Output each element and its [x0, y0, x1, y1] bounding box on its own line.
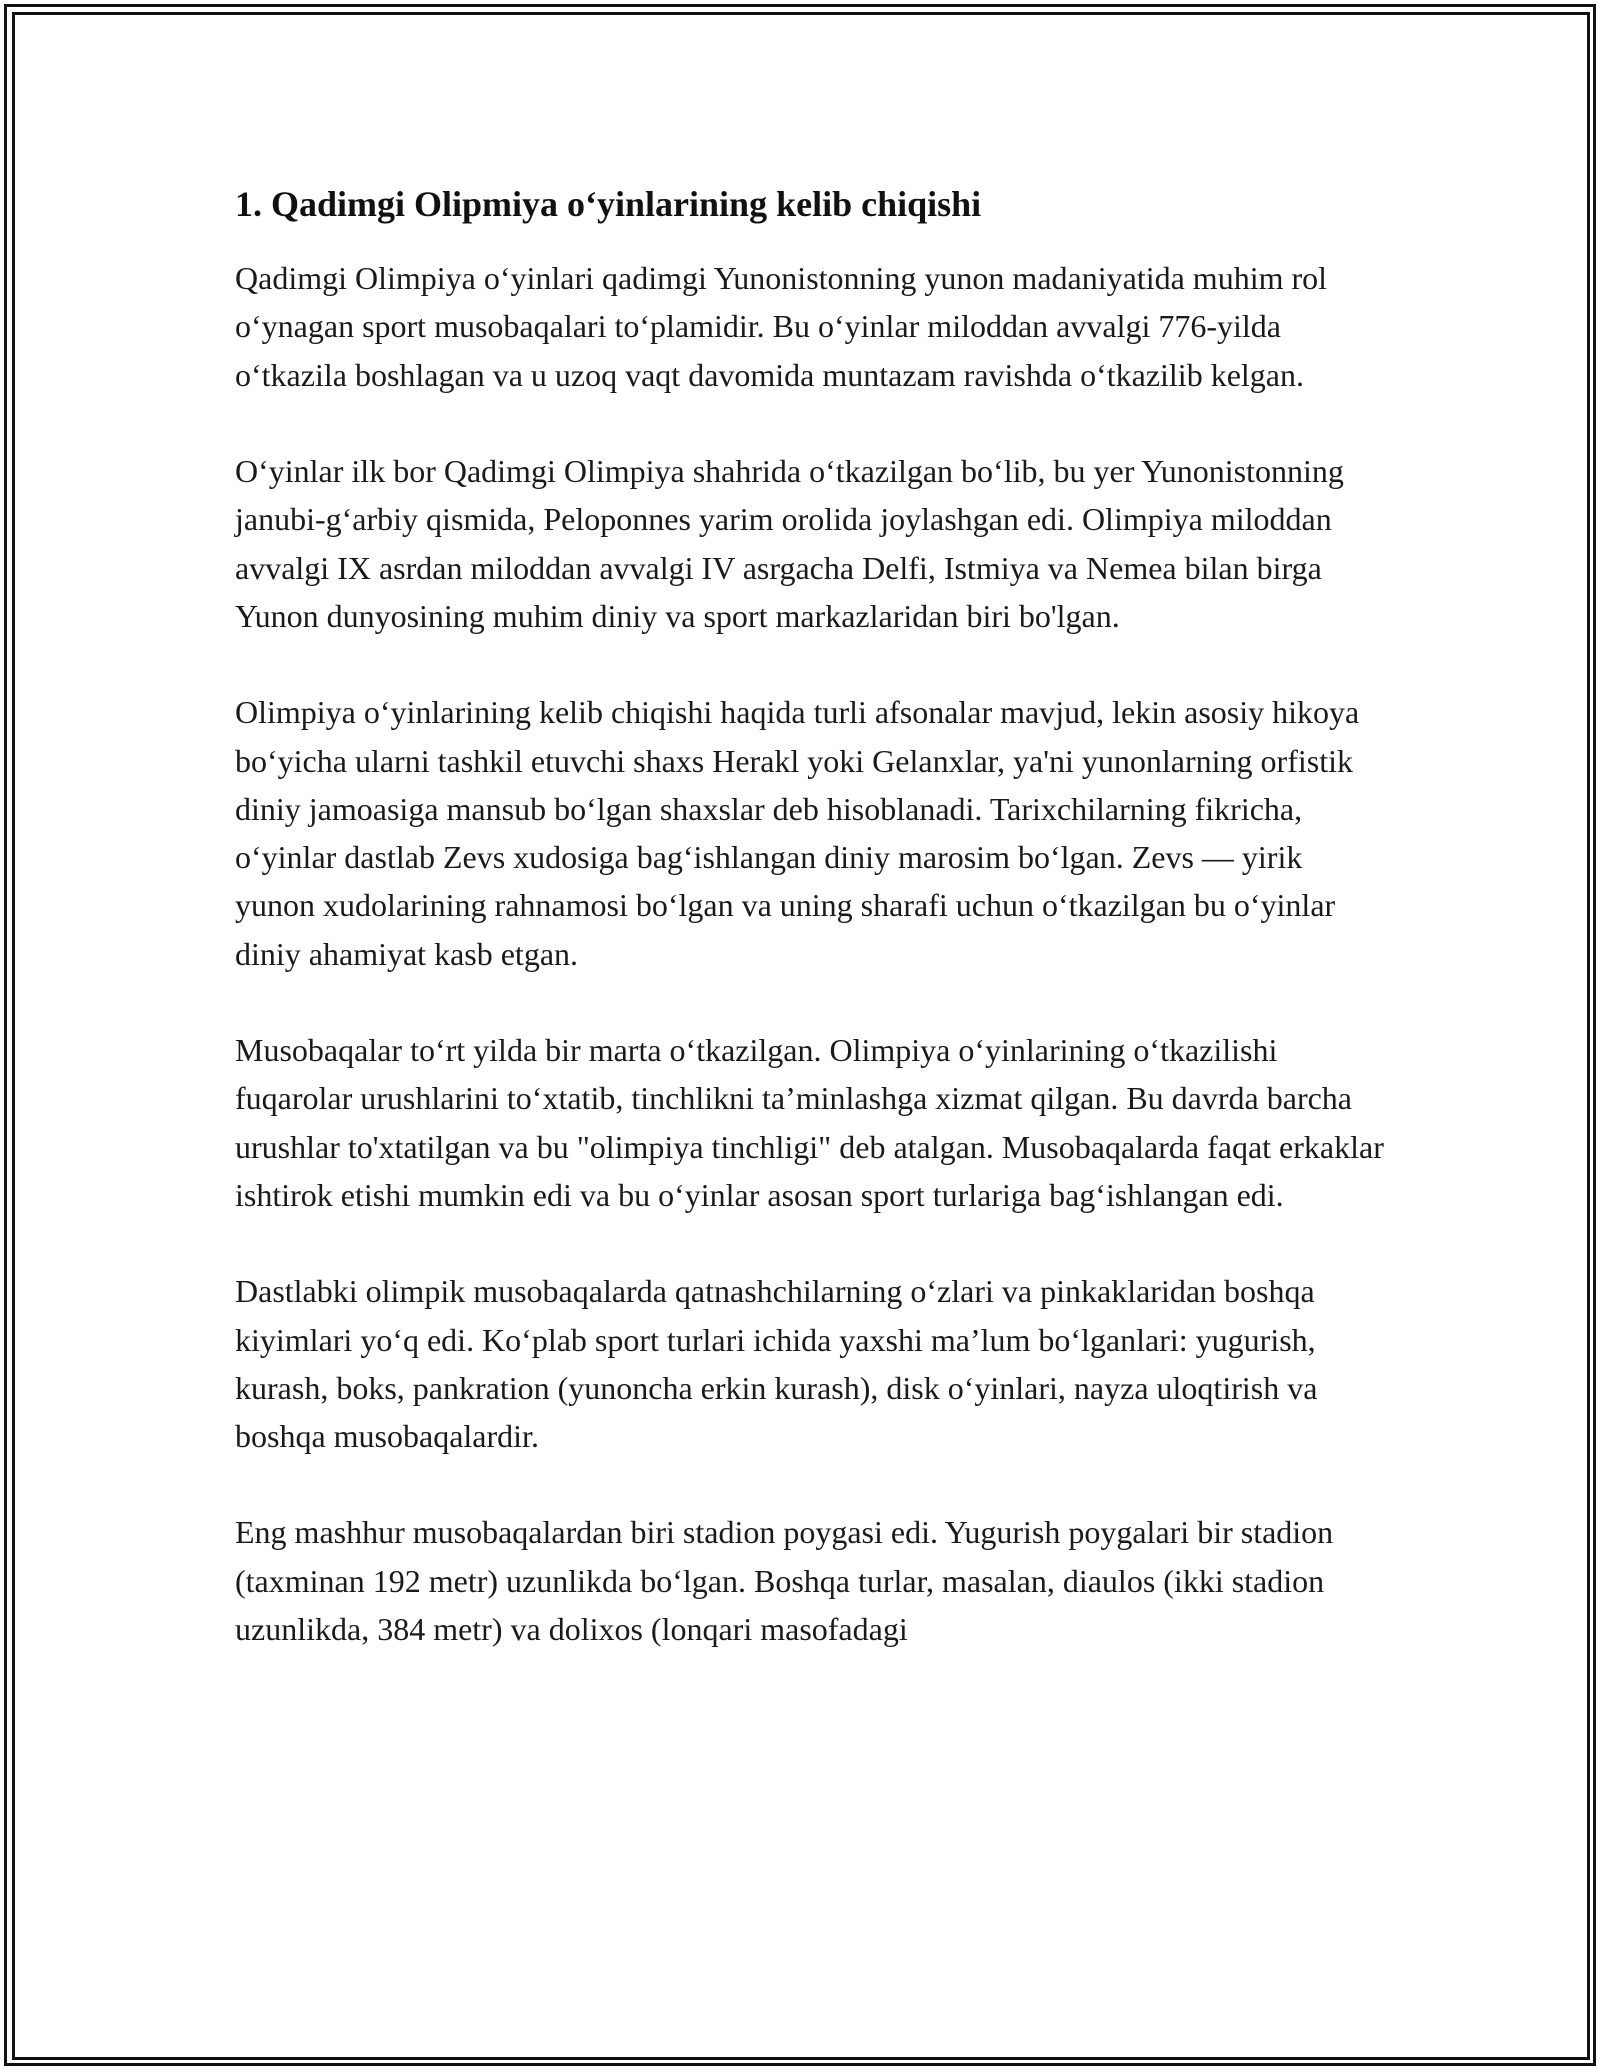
- section-heading: 1. Qadimgi Olipmiya o‘yinlarining kelib chiqishi: [235, 184, 982, 224]
- paragraph: O‘yinlar ilk bor Qadimgi Olimpiya shahrida o‘tkazilgan bo‘lib, bu yer Yunonistonning janubi-g‘arbiy qismida, Peloponnes yarim orolida joylashgan edi. Olimpiya miloddan avvalgi IX asrdan miloddan avvalgi IV asrgacha Delfi, Istmiya va Nemea bilan birga Yunon dunyosining muhim diniy va sport markazlaridan biri bo'lgan.: [235, 453, 1344, 634]
- paragraph: Olimpiya o‘yinlarining kelib chiqishi haqida turli afsonalar mavjud, lekin asosiy hikoya bo‘yicha ularni tashkil etuvchi shaxs Herakl yoki Gelanxlar, ya'ni yunonlarning orfistik diniy jamoasiga mansub bo‘lgan shaxslar deb hisoblanadi. Tarixchilarning fikricha, o‘yinlar dastlab Zevs xudosiga bag‘ishlangan diniy marosim bo‘lgan. Zevs — yirik yunon xudolarining rahnamosi bo‘lgan va uning sharafi uchun o‘tkazilgan bu o‘yinlar diniy ahamiyat kasb etgan.: [235, 694, 1360, 972]
- paragraph: Eng mashhur musobaqalardan biri stadion poygasi edi. Yugurish poygalari bir stadion (taxminan 192 metr) uzunlikda bo‘lgan. Boshqa turlar, masalan, diaulos (ikki stadion uzunlikda, 384 metr) va dolixos (lonqari masofadagi: [235, 1514, 1334, 1648]
- paragraph: Dastlabki olimpik musobaqalarda qatnashchilarning o‘zlari va pinkaklaridan boshqa kiyimlari yo‘q edi. Ko‘plab sport turlari ichida yaxshi ma’lum bo‘lganlari: yugurish, kurash, boks, pankration (yunoncha erkin kurash), disk o‘yinlari, nayza uloqtirish va boshqa musobaqalardir.: [235, 1273, 1318, 1455]
- paragraph: Qadimgi Olimpiya o‘yinlari qadimgi Yunonistonning yunon madaniyatida muhim rol o‘ynagan sport musobaqalari to‘plamidir. Bu o‘yinlar miloddan avvalgi 776-yilda o‘tkazila boshlagan va u uzoq vaqt davomida muntazam ravishda o‘tkazilib kelgan.: [235, 260, 1328, 393]
- document-body: [235, 183, 1385, 1653]
- paragraph: Musobaqalar to‘rt yilda bir marta o‘tkazilgan. Olimpiya o‘yinlarining o‘tkazilishi fuqarolar urushlarini to‘xtatib, tinchlikni ta’minlashga xizmat qilgan. Bu davrda barcha urushlar to'xtatilgan va bu "olimpiya tinchligi" deb atalgan. Musobaqalarda faqat erkaklar ishtirok etishi mumkin edi va bu o‘yinlar asosan sport turlariga bag‘ishlangan edi.: [235, 1032, 1384, 1213]
